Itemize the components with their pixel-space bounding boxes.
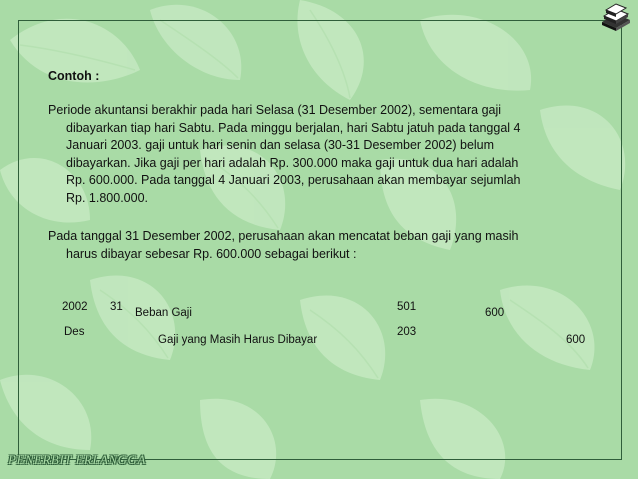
journal-debit-ref: 501: [397, 301, 417, 313]
journal-credit-amount: 600: [566, 334, 586, 346]
paragraph-pencatatan: [48, 228, 590, 263]
paragraph-line: Januari 2003. gaji untuk hari senin dan selasa (30-31 Desember 2002) belum: [66, 138, 495, 152]
journal-credit-account: Gaji yang Masih Harus Dibayar: [158, 334, 318, 346]
journal-debit-account: Beban Gaji: [135, 307, 192, 319]
paragraph-periode: [48, 102, 590, 207]
paragraph-line: Pada tanggal 31 Desember 2002, perusahaan akan mencatat beban gaji yang masih: [48, 229, 519, 243]
journal-debit-amount: 600: [485, 307, 505, 319]
publisher-footer: PENERBIT ERLANGGA: [8, 452, 146, 467]
paragraph-line: Rp. 1.800.000.: [66, 190, 149, 205]
paragraph-line: harus dibayar sebesar Rp. 600.000 sebagai berikut :: [66, 246, 357, 261]
journal-year: 2002: [62, 301, 88, 313]
books-logo-icon: [598, 2, 634, 32]
journal-day: 31: [110, 301, 123, 313]
paragraph-line: dibayarkan. Jika gaji per hari adalah Rp. 300.000 maka gaji untuk dua hari adalah: [66, 155, 519, 170]
journal-credit-ref: 203: [397, 326, 417, 338]
paragraph-line: Rp. 600.000. Pada tanggal 4 Januari 2003, perusahaan akan membayar sejumlah: [66, 173, 521, 187]
journal-month: Des: [64, 326, 85, 338]
paragraph-line: dibayarkan tiap hari Sabtu. Pada minggu berjalan, hari Sabtu jatuh pada tanggal 4: [66, 120, 521, 135]
paragraph-line: Periode akuntansi berakhir pada hari Selasa (31 Desember 2002), sementara gaji: [48, 103, 502, 117]
example-heading: Contoh :: [48, 69, 100, 83]
